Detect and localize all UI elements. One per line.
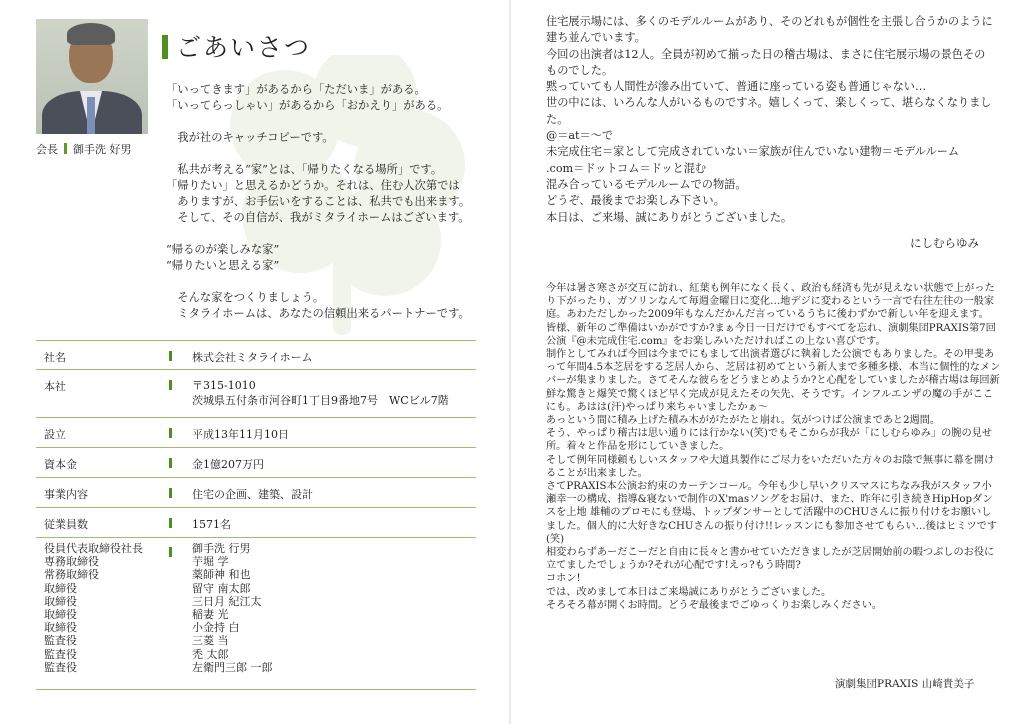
greeting-line: 私共が考える“家”とは、「帰りたくなる場所」です。	[166, 163, 443, 176]
row-value: 住宅の企画、建築、設計	[192, 488, 313, 501]
table-row	[36, 340, 476, 370]
essay-paragraph: コホン!	[546, 573, 581, 585]
officer-name: 芋堀 学	[192, 555, 229, 569]
officer-line	[44, 582, 444, 595]
greeting-line: “帰るのが楽しみな家”	[166, 243, 280, 256]
greeting-line	[166, 226, 496, 242]
essay-paragraph: 制作としてみれば今回は今までにもまして出演者選びに執着した公演でもありました。その甲斐あって年間4.5本芝居をする芝居人から、芝居は初めてという新人まで多種多様、本当に個性的なメンバーが集まりました。さてそんな彼らをどうまとめようか?と心配をしていましたが稽古場は毎回新鮮な驚きと爆笑で驚くほど早く完成が見えたその矢先、そうです。インフルエンザの魔の手がここにも。あはは(汗)やっぱり来ちゃいましたかぁ～	[546, 349, 1001, 413]
row-key: 本社	[44, 380, 66, 393]
essay-paragraph: そろそろ幕が開くお時間。どうぞ最後までごゆっくりお楽しみください。	[546, 599, 883, 611]
caption-name: 御手洗 好男	[73, 143, 132, 156]
officers-list	[44, 542, 444, 674]
officer-line	[44, 621, 444, 634]
company-profile-table	[36, 340, 476, 690]
intro-paragraph: 混み合っているモデルルームでの物語。	[546, 177, 747, 191]
essay-paragraph: そう、やっぱり稽古は思い通りには行かない(笑)でもそこからが我が「にしむらゆみ」の腕の見せ所。着々と作品を形にしていきました。	[546, 428, 993, 453]
row-value: 平成13年11月10日	[192, 428, 289, 441]
intro-paragraph: 黙っていても人間性が滲み出ていて、普通に座っている姿も普通じゃない…	[546, 80, 927, 94]
intro-paragraph: @＝at＝～で	[546, 129, 614, 143]
producer-essay	[546, 282, 1001, 612]
greeting-line: 「帰りたい」と思えるかどうか。それは、住む人次第では	[166, 179, 460, 192]
row-key: 社名	[44, 351, 66, 364]
greeting-line	[166, 114, 496, 130]
officer-title: 取締役	[44, 594, 77, 608]
essay-paragraph: 相変わらずあーだこーだと自由に長々と書かせていただきましたが芝居開始前の暇つぶしのお役に立てましたでしょうか?それが心配です!えっ?もう時間?	[546, 547, 995, 572]
officers-row	[36, 538, 476, 690]
officer-title: 取締役	[44, 581, 77, 595]
signature-producer: 演劇集団PRAXIS 山崎貴美子	[835, 678, 975, 690]
greeting-line	[166, 146, 496, 162]
row-key: 事業内容	[44, 488, 88, 501]
officer-title: 役員代表取締役社長	[44, 542, 143, 555]
officer-line	[44, 608, 444, 621]
officer-title: 常務取締役	[44, 568, 99, 582]
signature-director: にしむらゆみ	[910, 236, 979, 250]
officer-name: 三菱 当	[192, 634, 229, 648]
officer-line	[44, 595, 444, 608]
greeting-line: そんな家をつくりましょう。	[166, 291, 325, 304]
officer-line	[44, 634, 444, 647]
row-key: 設立	[44, 428, 66, 441]
table-row	[36, 370, 476, 418]
officer-name: 御手洗 行男	[192, 542, 251, 555]
intro-paragraph: 未完成住宅＝家として完成されていない＝家族が住んでいない建物＝モデルルーム	[546, 145, 960, 159]
officer-title: 監査役	[44, 634, 77, 648]
essay-paragraph: さてPRAXIS本公演お約束のカーテンコール。今年も少し早いクリスマスにちなみ我がスタッフ小瀬幸一の構成、指導&寝ないで制作のX'masソングをお届け、また、昨年に引き続きHipHopダンスを上地 雄輔のブロモにも登場、トップダンサーとして活躍中のCHUさんに振り付けをお願いしました。個人的に大好きなCHUさんの振り付け!!レッスンにも参加させてもらい…後はヒミツです(笑)	[546, 481, 998, 545]
row-key: 資本金	[44, 458, 77, 471]
table-row	[36, 448, 476, 478]
officer-line	[44, 661, 444, 674]
greeting-line: そして、その自信が、我がミタライホームはございます。	[166, 211, 470, 224]
table-row	[36, 418, 476, 448]
greeting-line: ありますが、お手伝いをすることは、私共でも出来ます。	[166, 195, 471, 208]
greeting-line: 我が社のキャッチコピーです。	[166, 131, 334, 144]
essay-paragraph: では、改めまして本日はご来場誠にありがとうございました。	[546, 586, 832, 598]
essay-paragraph: そして例年同様頼もしいスタッフや大道具製作にご尽力をいただいた方々のお陰で無事に幕を開けることが出来ました。	[546, 454, 995, 479]
intro-paragraph: 住宅展示場には、多くのモデルルームがあり、そのどれもが個性を主張し合うかのように建ち並んでいます。	[546, 15, 993, 45]
row-value: 〒315-1010 茨城県五付条市河谷町1丁目9番地7号 WCビル7階	[192, 379, 449, 407]
page-title	[162, 28, 311, 64]
officer-title: 取締役	[44, 607, 77, 621]
greeting-line	[166, 274, 496, 290]
officer-name: 小金持 白	[192, 621, 240, 635]
officer-name: 留守 南太郎	[192, 581, 251, 595]
officer-name: 稲妻 光	[192, 607, 229, 621]
essay-paragraph: 皆様、新年のご準備はいかがですか?まぁ今日一日だけでもすべてを忘れ、演劇集団PRAXIS第7回公演『@未完成住宅.com』をお楽しみいただければこの上ない喜びです。	[546, 322, 996, 347]
intro-paragraph: 今回の出演者は12人。全員が初めて揃った日の稽古場は、まさに住宅展示場の景色そのものでした。	[546, 47, 986, 77]
chairman-photo	[36, 19, 148, 134]
intro-paragraph: 本日は、ご来場、誠にありがとうございました。	[546, 210, 793, 224]
title-text: ごあいさつ	[176, 33, 312, 62]
officer-line	[44, 568, 444, 581]
officer-name: 薬師神 和也	[192, 568, 251, 582]
intro-paragraph: .com＝ドットコム＝ドッと混む	[546, 161, 707, 175]
officer-name: 三日月 紀江太	[192, 594, 262, 608]
right-page	[510, 0, 1024, 724]
officer-name: 左衛門三郎 一郎	[192, 660, 273, 674]
greeting-line: ミタライホームは、あなたの信頼出来るパートナーです。	[166, 307, 470, 320]
essay-paragraph: 今年は暑さ寒さが交互に訪れ、紅葉も例年になく長く、政治も経済も先が見えない状態で上がったり下がったり、ガソリンなんて毎週金曜日に変化…地デジに変わるという一言で右往左往の一般家庭。あわただしかった2009年もなんだかんだ言っているうちに後わずかで新しい年を迎えます。	[546, 283, 995, 321]
intro-paragraph: どうぞ、最後までお楽しみ下さい。	[546, 194, 725, 208]
greeting-line: 「いってきます」があるから「ただいま」がある。	[166, 83, 426, 96]
intro-paragraph: 世の中には、いろんな人がいるものですネ。嬉しくって、楽しくって、堪らなくなりました。	[546, 96, 992, 126]
officer-title: 取締役	[44, 621, 77, 635]
officer-title: 専務取締役	[44, 555, 99, 569]
greeting-line: 「いってらっしゃい」があるから「おかえり」がある。	[166, 99, 449, 112]
left-page	[0, 0, 510, 724]
row-value: 株式会社ミタライホーム	[192, 351, 313, 364]
table-row	[36, 508, 476, 538]
row-value: 1571名	[192, 518, 231, 531]
greeting-text	[166, 82, 496, 322]
intro-text	[546, 14, 996, 226]
caption-role: 会長	[36, 143, 58, 156]
row-key: 従業員数	[44, 518, 88, 531]
officer-title: 監査役	[44, 660, 77, 674]
officer-title: 監査役	[44, 647, 77, 661]
greeting-line: “帰りたいと思える家”	[166, 259, 280, 272]
officer-line	[44, 648, 444, 661]
photo-caption	[36, 141, 132, 157]
table-row	[36, 478, 476, 508]
essay-paragraph: あっという間に積み上げた積み木ががたがたと崩れ。気がつけば公演まであと2週間。	[546, 415, 941, 427]
row-value: 金1億207万円	[192, 458, 264, 471]
officer-line	[44, 555, 444, 568]
officer-name: 禿 太郎	[192, 647, 229, 661]
officer-line	[44, 542, 444, 555]
